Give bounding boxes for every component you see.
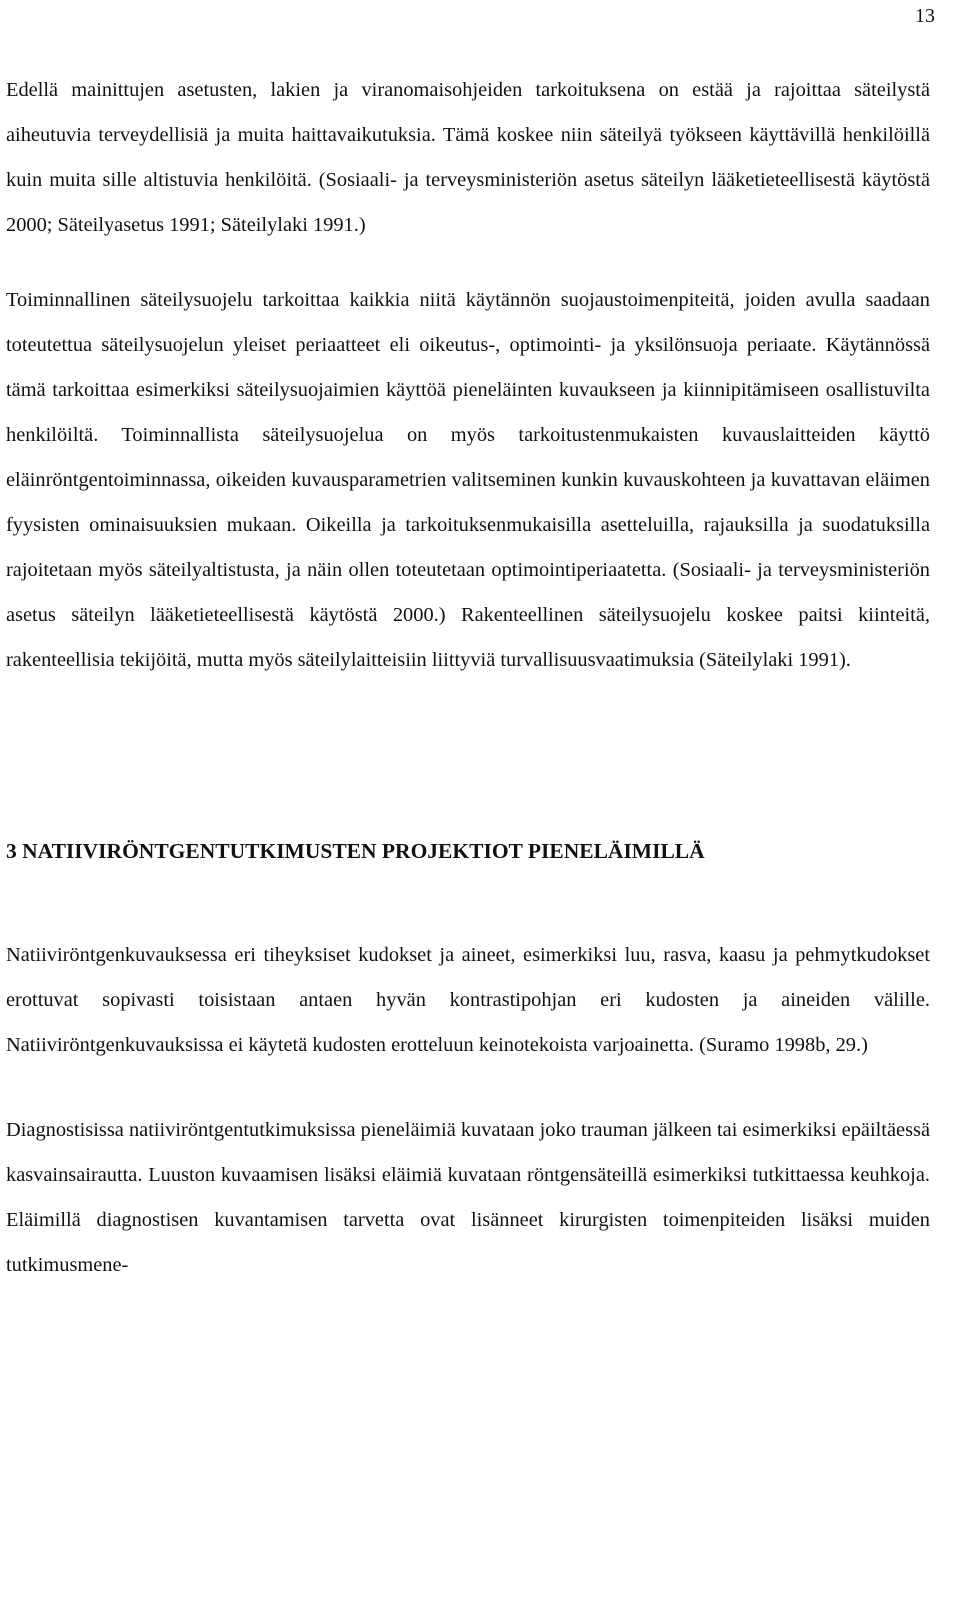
- section-heading: 3 NATIIVIRÖNTGENTUTKIMUSTEN PROJEKTIOT PIENELÄIMILLÄ: [6, 839, 705, 863]
- page-number: 13: [915, 5, 935, 27]
- body-paragraph: Natiiviröntgenkuvauksessa eri tiheyksiset kudokset ja aineet, esimerkiksi luu, rasva, kaasu ja pehmytkudokset erottuvat sopivasti toisistaan antaen hyvän kontrastipohjan eri kudosten ja aineiden välille. Natiiviröntgenkuvauksissa ei käytetä kudosten erotteluun keinotekoista varjoainetta. (Suramo 1998b, 29.): [6, 944, 930, 1056]
- body-paragraph: Toiminnallinen säteilysuojelu tarkoittaa kaikkia niitä käytännön suojaustoimenpiteitä, joiden avulla saadaan toteutettua säteilysuojelun yleiset periaatteet eli oikeutus-, optimointi- ja yksilönsuoja periaate. Käytännössä tämä tarkoittaa esimerkiksi säteilysuojaimien käyttöä pieneläinten kuvaukseen ja kiinnipitämiseen osallistuvilta henkilöiltä. Toiminnallista säteilysuojelua on myös tarkoitustenmukaisten kuvauslaitteiden käyttö eläinröntgentoiminnassa, oikeiden kuvausparametrien valitseminen kunkin kuvauskohteen ja kuvattavan eläimen fyysisten ominaisuuksien mukaan. Oikeilla ja tarkoituksenmukaisilla asetteluilla, rajauksilla ja suodatuksilla rajoitetaan myös säteilyaltistusta, ja näin ollen toteutetaan optimointiperiaatetta. (Sosiaali- ja terveysministeriön asetus säteilyn lääketieteellisestä käytöstä 2000.) Rakenteellinen säteilysuojelu koskee paitsi kiinteitä, rakenteellisia tekijöitä, mutta myös säteilylaitteisiin liittyviä turvallisuusvaatimuksia (Säteilylaki 1991).: [6, 289, 930, 671]
- document-body: [6, 68, 930, 1288]
- body-paragraph: Edellä mainittujen asetusten, lakien ja viranomaisohjeiden tarkoituksena on estää ja rajoittaa säteilystä aiheutuvia terveydellisiä ja muita haittavaikutuksia. Tämä koskee niin säteilyä työkseen käyttävillä henkilöillä kuin muita sille altistuvia henkilöitä. (Sosiaali- ja terveysministeriön asetus säteilyn lääketieteellisestä käytöstä 2000; Säteilyasetus 1991; Säteilylaki 1991.): [6, 79, 930, 236]
- body-paragraph: Diagnostisissa natiiviröntgentutkimuksissa pieneläimiä kuvataan joko trauman jälkeen tai esimerkiksi epäiltäessä kasvainsairautta. Luuston kuvaamisen lisäksi eläimiä kuvataan röntgensäteillä esimerkiksi tutkittaessa keuhkoja. Eläimillä diagnostisen kuvantamisen tarvetta ovat lisänneet kirurgisten toimenpiteiden lisäksi muiden tutkimusmene-: [6, 1119, 930, 1276]
